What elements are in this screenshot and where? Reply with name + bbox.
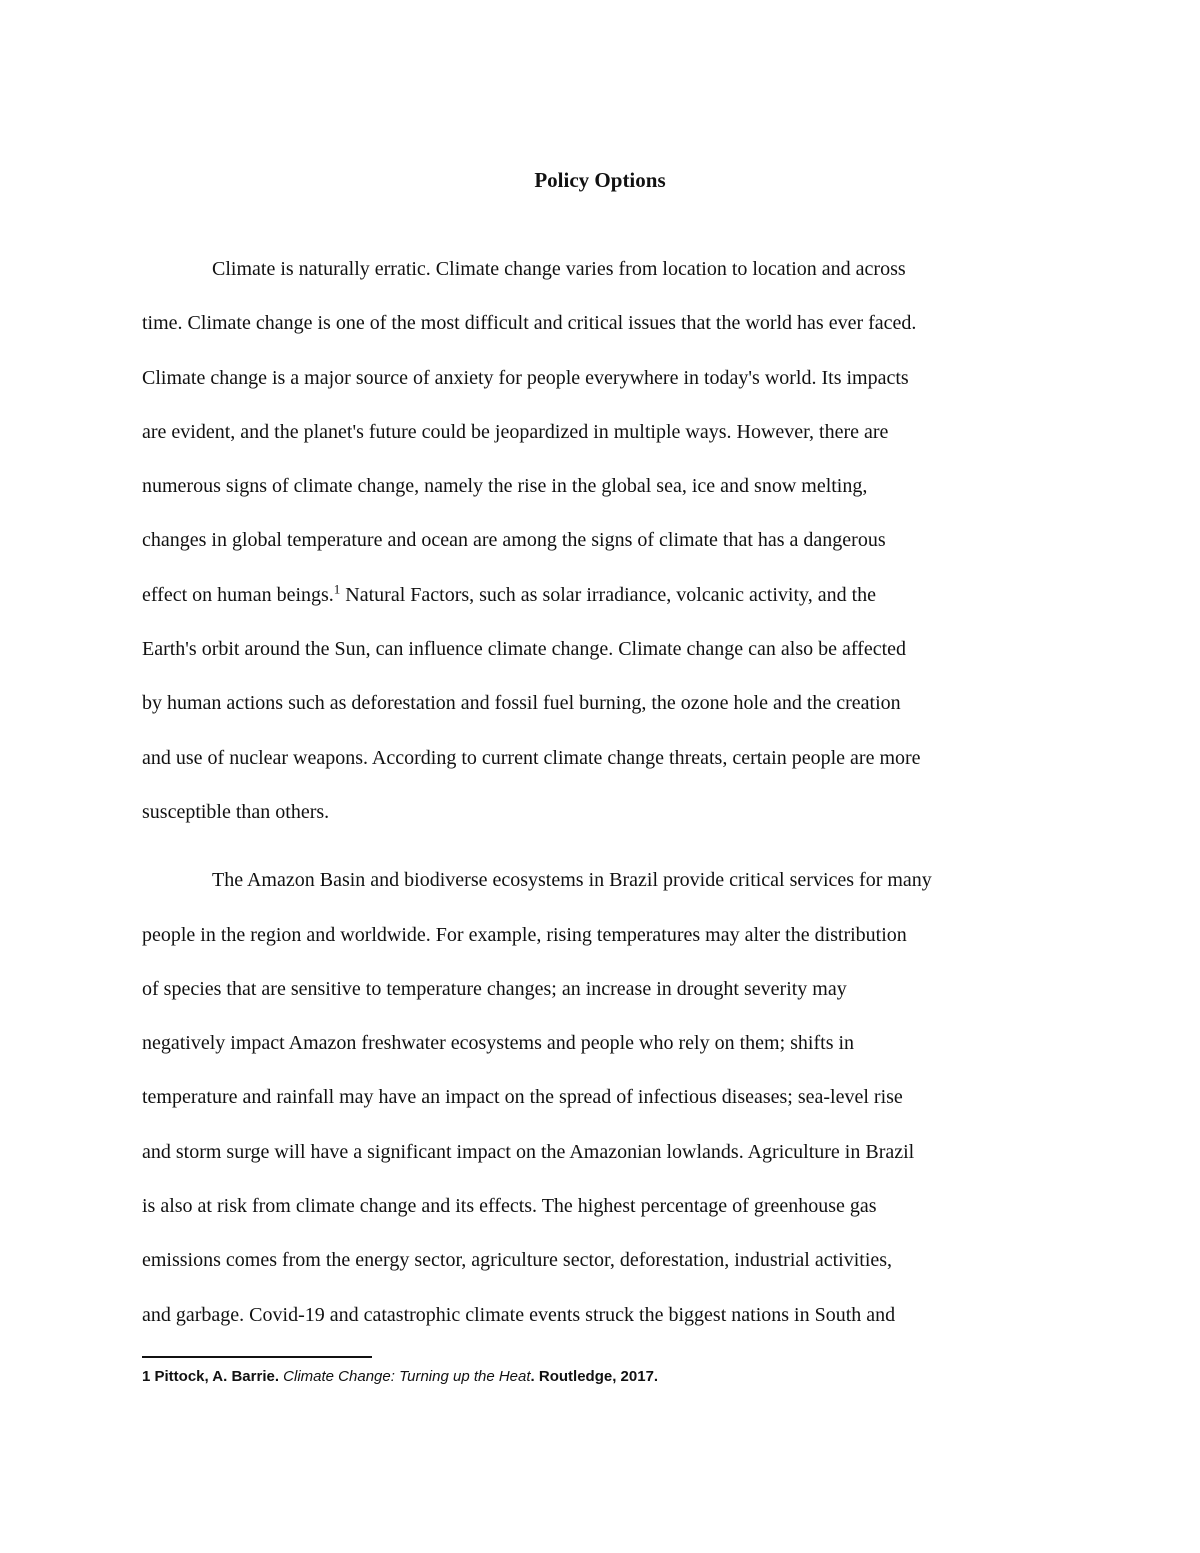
paragraph-line: by human actions such as deforestation and fossil fuel burning, the ozone hole and the creation <box>142 692 901 715</box>
footnote-book-title: Climate Change: Turning up the Heat <box>283 1368 531 1385</box>
paragraph-line: and storm surge will have a significant impact on the Amazonian lowlands. Agriculture in Brazil <box>142 1140 915 1163</box>
paragraph-line: negatively impact Amazon freshwater ecosystems and people who rely on them; shifts in <box>142 1032 855 1055</box>
paragraph-line: time. Climate change is one of the most difficult and critical issues that the world has ever faced. <box>142 312 917 335</box>
paragraph-line: susceptible than others. <box>142 800 330 823</box>
paragraph-line: Climate change is a major source of anxiety for people everywhere in today's world. Its impacts <box>142 366 909 389</box>
paragraph-line: The Amazon Basin and biodiverse ecosystems in Brazil provide critical services for many <box>212 869 932 892</box>
paragraph-line: are evident, and the planet's future could be jeopardized in multiple ways. However, there are <box>142 420 889 443</box>
paragraph-line: temperature and rainfall may have an impact on the spread of infectious diseases; sea-level rise <box>142 1086 903 1109</box>
paragraph-line: emissions comes from the energy sector, agriculture sector, deforestation, industrial activities, <box>142 1249 893 1272</box>
document-body <box>142 242 1060 1342</box>
paragraph-line: numerous signs of climate change, namely the rise in the global sea, ice and snow melting, <box>142 475 868 498</box>
page-title: Policy Options <box>534 168 666 192</box>
paragraph-text: effect on human beings. <box>142 583 334 606</box>
paragraph-line: people in the region and worldwide. For example, rising temperatures may alter the distribution <box>142 923 907 946</box>
footnote <box>142 1366 658 1388</box>
paragraph-line: of species that are sensitive to temperature changes; an increase in drought severity may <box>142 977 847 1000</box>
paragraph-line: is also at risk from climate change and its effects. The highest percentage of greenhouse gas <box>142 1195 877 1218</box>
paragraph-text: Natural Factors, such as solar irradiance, volcanic activity, and the <box>340 583 877 606</box>
paragraph-line: and use of nuclear weapons. According to current climate change threats, certain people are more <box>142 746 921 769</box>
footnote-publisher: . Routledge, 2017. <box>530 1368 659 1385</box>
footnote-separator <box>142 1356 372 1358</box>
paragraph-1 <box>142 242 1060 839</box>
paragraph-line: and garbage. Covid-19 and catastrophic climate events struck the biggest nations in South and <box>142 1303 896 1326</box>
paragraph-line: changes in global temperature and ocean are among the signs of climate that has a dangerous <box>142 529 886 552</box>
paragraph-line: Climate is naturally erratic. Climate change varies from location to location and across <box>212 258 906 280</box>
paragraph-2 <box>142 853 1060 1342</box>
paragraph-line: Earth's orbit around the Sun, can influence climate change. Climate change can also be affected <box>142 638 907 661</box>
footnote-author: 1 Pittock, A. Barrie. <box>142 1368 284 1385</box>
footnote-marker: 1 <box>333 581 341 597</box>
paragraph-line-with-footnote <box>142 568 1060 622</box>
